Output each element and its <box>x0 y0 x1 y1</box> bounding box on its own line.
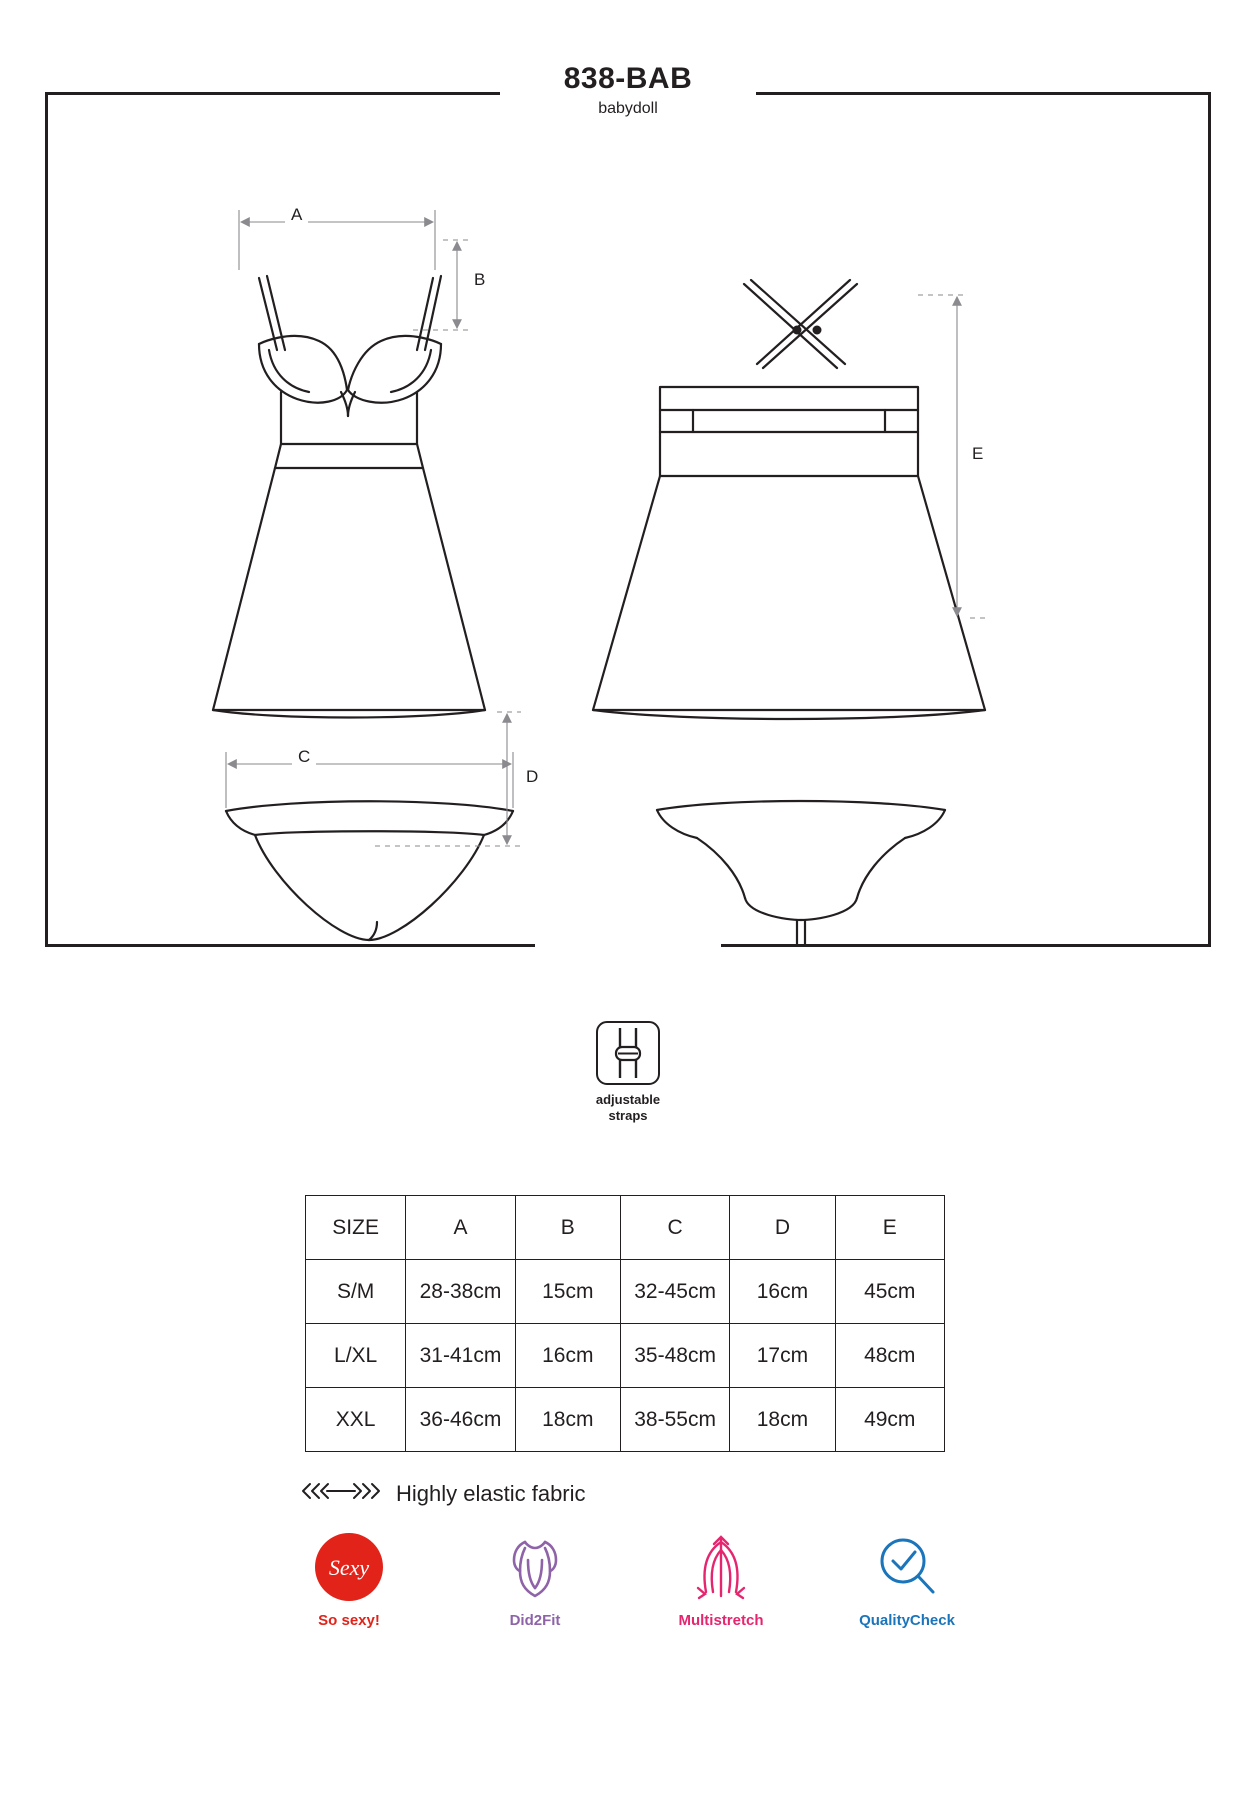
back-babydoll-drawing <box>593 280 985 719</box>
feature-label-so-sexy: So sexy! <box>318 1612 380 1629</box>
dimension-label-c: C <box>292 747 316 767</box>
front-babydoll-drawing <box>213 276 485 718</box>
cell-e: 45cm <box>835 1260 944 1324</box>
cell-b: 18cm <box>515 1388 620 1452</box>
table-row <box>306 1324 945 1388</box>
straps-caption-line1: adjustable <box>595 1092 661 1107</box>
stretch-arrows-icon <box>300 1480 382 1507</box>
cell-e: 48cm <box>835 1324 944 1388</box>
cell-size: L/XL <box>306 1324 406 1388</box>
cell-b: 15cm <box>515 1260 620 1324</box>
header-a: A <box>406 1196 515 1260</box>
cell-c: 38-55cm <box>620 1388 729 1452</box>
product-code: 838-BAB <box>563 62 693 95</box>
feature-badges <box>0 1530 1256 1630</box>
header-d: D <box>730 1196 835 1260</box>
back-thong-drawing <box>657 801 945 947</box>
title-block <box>0 62 1256 120</box>
cell-c: 32-45cm <box>620 1260 729 1324</box>
cell-a: 36-46cm <box>406 1388 515 1452</box>
technical-drawings <box>45 92 1211 947</box>
feature-multistretch <box>656 1530 786 1630</box>
size-table <box>305 1195 945 1452</box>
cell-size: S/M <box>306 1260 406 1324</box>
header-e: E <box>835 1196 944 1260</box>
elastic-note-text: Highly elastic fabric <box>396 1480 586 1506</box>
header-size: SIZE <box>306 1196 406 1260</box>
product-type: babydoll <box>598 100 658 117</box>
feature-so-sexy <box>284 1530 414 1630</box>
elastic-fabric-note <box>300 1480 586 1507</box>
cell-a: 28-38cm <box>406 1260 515 1324</box>
cell-b: 16cm <box>515 1324 620 1388</box>
cell-d: 18cm <box>730 1388 835 1452</box>
table-row <box>306 1260 945 1324</box>
adjustable-straps-caption <box>0 1092 1256 1124</box>
cell-d: 17cm <box>730 1324 835 1388</box>
straps-caption-line2: straps <box>608 1108 648 1123</box>
front-thong-drawing <box>226 801 513 940</box>
size-table-container <box>305 1195 945 1452</box>
dimension-label-b: B <box>469 270 490 290</box>
header-c: C <box>620 1196 729 1260</box>
feature-label-multistretch: Multistretch <box>678 1612 764 1629</box>
feature-label-did2fit: Did2Fit <box>509 1612 561 1629</box>
cell-a: 31-41cm <box>406 1324 515 1388</box>
magnifier-check-icon <box>842 1530 972 1604</box>
header-b: B <box>515 1196 620 1260</box>
cell-d: 16cm <box>730 1260 835 1324</box>
cell-size: XXL <box>306 1388 406 1452</box>
sexy-red-badge-icon <box>284 1530 414 1604</box>
cell-e: 49cm <box>835 1388 944 1452</box>
dimension-label-d: D <box>521 767 543 787</box>
adjustable-straps-badge <box>0 1020 1256 1124</box>
dimension-label-e: E <box>967 444 988 464</box>
table-header-row <box>306 1196 945 1260</box>
bodysuit-outline-icon <box>470 1530 600 1604</box>
dimension-lines <box>226 210 985 846</box>
feature-did2fit <box>470 1530 600 1630</box>
multistretch-burst-icon <box>656 1530 786 1604</box>
adjustable-straps-icon <box>0 1020 1256 1086</box>
feature-label-quality-check: QualityCheck <box>859 1612 955 1629</box>
table-row <box>306 1388 945 1452</box>
svg-text:Sexy: Sexy <box>328 1555 370 1580</box>
dimension-label-a: A <box>285 205 308 225</box>
feature-quality-check <box>842 1530 972 1630</box>
cell-c: 35-48cm <box>620 1324 729 1388</box>
